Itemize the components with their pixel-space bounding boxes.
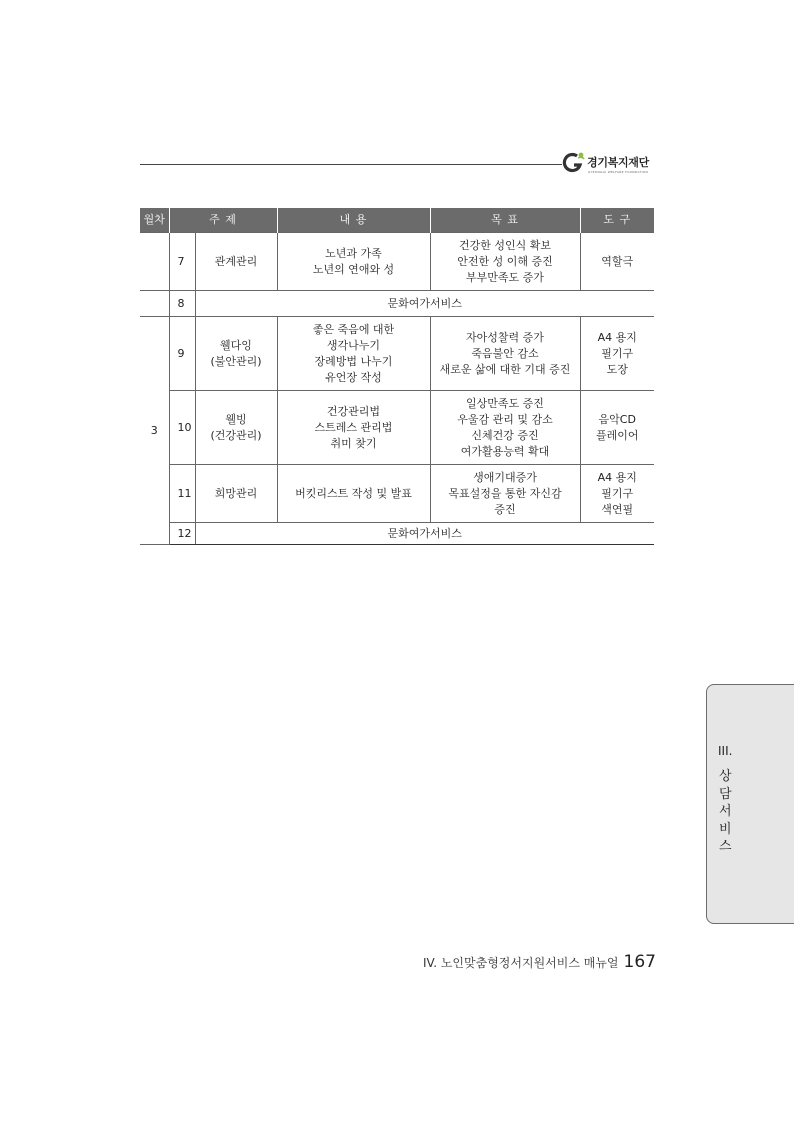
topic-cell: 희망관리 [195,465,277,523]
topic-cell: 웰다잉 (불안관리) [195,317,277,391]
tool-cell: 역할극 [580,233,654,291]
topic-cell: 관계관리 [195,233,277,291]
side-tab-char: 스 [719,839,732,854]
tool-cell: 음악CD 플레이어 [580,391,654,465]
table-row [140,523,654,545]
header-rule [140,164,562,165]
session-number: 11 [169,465,195,523]
content-cell: 버킷리스트 작성 및 발표 [277,465,430,523]
table-row [140,317,654,391]
session-number: 8 [169,291,195,317]
header-goal: 목 표 [430,208,580,233]
page-footer [423,952,656,972]
tool-cell: A4 용지 필기구 색연필 [580,465,654,523]
logo-subtext: GYEONGGI WELFARE FOUNDATION [588,170,648,174]
session-number: 7 [169,233,195,291]
footer-text: IV. 노인맞춤형정서지원서비스 매뉴얼 [423,956,619,970]
header-month: 월차 [140,208,169,233]
foundation-logo-icon [562,150,586,174]
topic-cell: 웰빙 (건강관리) [195,391,277,465]
merged-service-cell: 문화여가서비스 [195,291,654,317]
session-number: 10 [169,391,195,465]
merged-service-cell: 문화여가서비스 [195,523,654,545]
month-cell: 3 [140,317,169,545]
program-schedule-table [140,208,654,545]
goal-cell: 자아성찰력 증가 죽음불안 감소 새로운 삶에 대한 기대 증진 [430,317,580,391]
side-tab-char: 상 [719,769,732,784]
side-tab-label [719,768,732,856]
side-tab-char: 서 [719,804,732,819]
header-content: 내 용 [277,208,430,233]
goal-cell: 생애기대증가 목표설정을 통한 자신감 증진 [430,465,580,523]
table-header-row [140,208,654,233]
foundation-logo [562,148,662,180]
session-number: 9 [169,317,195,391]
side-tab-title: III. [718,744,733,758]
table-row [140,391,654,465]
goal-cell: 건강한 성인식 확보 안전한 성 이해 증진 부부만족도 증가 [430,233,580,291]
side-tab-char: 비 [719,821,732,837]
page-number: 167 [623,952,656,972]
header-topic: 주 제 [169,208,277,233]
content-cell: 건강관리법 스트레스 관리법 취미 찾기 [277,391,430,465]
table-row [140,233,654,291]
table-row [140,465,654,523]
month-cell [140,233,169,291]
content-cell: 노년과 가족 노년의 연애와 성 [277,233,430,291]
tool-cell: A4 용지 필기구 도장 [580,317,654,391]
side-tab-char: 담 [719,786,732,802]
content-cell: 좋은 죽음에 대한 생각나누기 장례방법 나누기 유언장 작성 [277,317,430,391]
month-cell [140,291,169,317]
header-tool: 도 구 [580,208,654,233]
logo-text: 경기복지재단 [587,156,649,169]
table-row [140,291,654,317]
session-number: 12 [169,523,195,545]
goal-cell: 일상만족도 증진 우울감 관리 및 감소 신체건강 증진 여가활용능력 확대 [430,391,580,465]
